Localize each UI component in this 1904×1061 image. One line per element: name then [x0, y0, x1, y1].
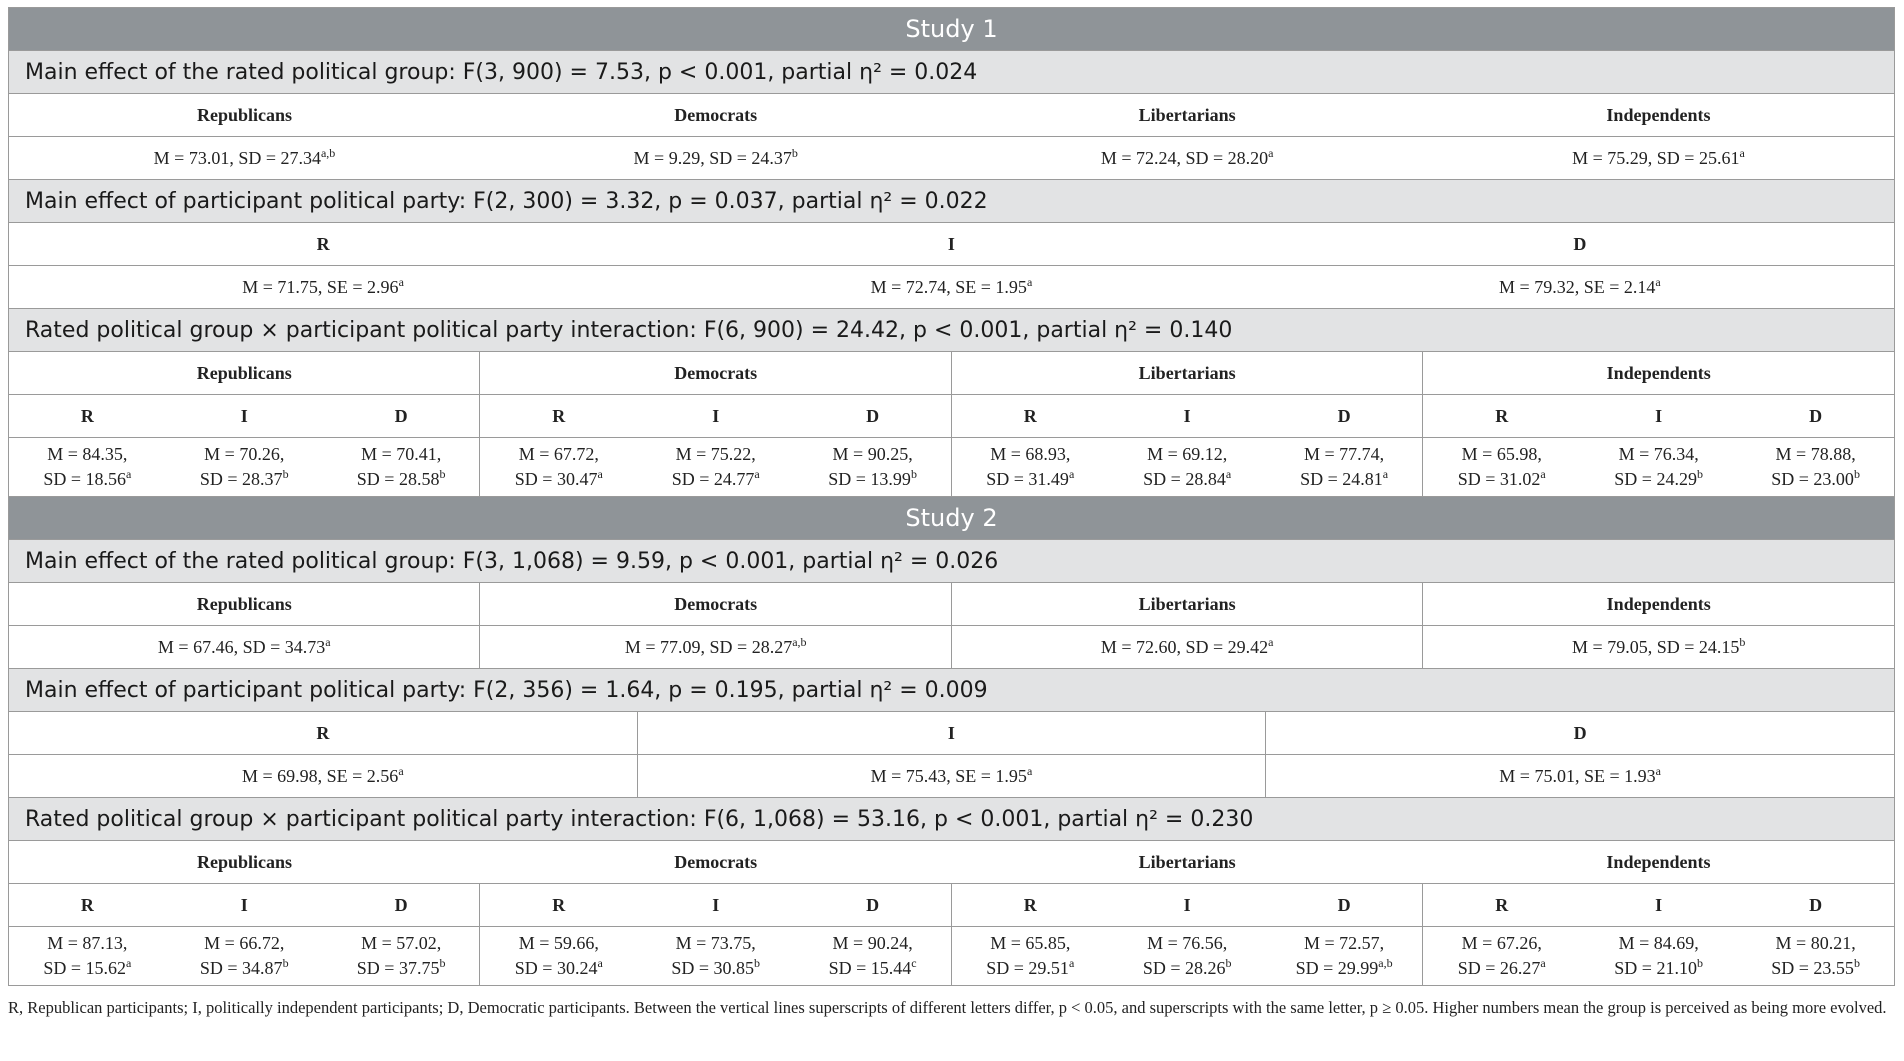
mean-value: M = 90.25,: [832, 444, 913, 464]
sd-value: SD = 28.84$^a$: [1143, 467, 1232, 489]
study1-party-value: M = 72.74, SE = 1.95$^a$: [637, 266, 1266, 309]
sd-value: SD = 31.02$^a$: [1457, 467, 1546, 489]
study2-group-header: Libertarians: [951, 583, 1422, 626]
study2-group-header: Democrats: [480, 583, 951, 626]
study1-interaction-cell: [480, 438, 637, 497]
study1-interaction-subheader: I: [1109, 395, 1266, 438]
results-table: [8, 7, 1895, 986]
sd-value: SD = 21.10$^b$: [1614, 956, 1703, 978]
study2-interaction-subheader: I: [166, 884, 323, 927]
sd-value: SD = 31.49$^a$: [986, 467, 1075, 489]
mean-value: M = 65.85,: [990, 933, 1071, 953]
sd-value: SD = $29.99^{a,b}$: [1295, 956, 1393, 978]
sd-value: SD = 28.26$^b$: [1142, 956, 1232, 978]
study1-interaction-cell: [637, 438, 794, 497]
study1-group-value: M = 9.29, SD = 24.37$^b$: [480, 137, 951, 180]
study1-group-value: M = 73.01, SD = $27.34^{a,b}$: [9, 137, 480, 180]
study1-party-header: D: [1266, 223, 1895, 266]
mean-value: M = 72.57,: [1304, 933, 1385, 953]
study1-group-header: Republicans: [9, 94, 480, 137]
study1-interaction-cell: [951, 438, 1108, 497]
mean-value: M = 66.72,: [204, 933, 285, 953]
sd-value: SD = 13.99$^b$: [828, 467, 917, 489]
study2-interaction-group: Libertarians: [951, 841, 1422, 884]
sd-value: SD = 37.75$^b$: [356, 956, 446, 978]
sd-value: SD = 30.47$^a$: [514, 467, 603, 489]
study1-interaction-subheader: I: [637, 395, 794, 438]
sd-value: SD = 23.00$^b$: [1771, 467, 1860, 489]
sd-value: SD = 28.58$^b$: [356, 467, 446, 489]
study1-group-value: M = 75.29, SD = 25.61$^a$: [1423, 137, 1895, 180]
study2-interaction-subheader: R: [9, 884, 166, 927]
study1-interaction-subheader: D: [1266, 395, 1423, 438]
study1-interaction-group: Republicans: [9, 352, 480, 395]
mean-value: M = 76.34,: [1618, 444, 1699, 464]
study1-interaction-subheader: R: [480, 395, 637, 438]
study1-interaction-cell: [1580, 438, 1737, 497]
study2-group-value: M = 79.05, SD = 24.15$^b$: [1423, 626, 1895, 669]
study2-party-value: M = 75.43, SE = 1.95$^a$: [637, 755, 1266, 798]
study1-interaction-group: Independents: [1423, 352, 1895, 395]
mean-value: M = 67.72,: [518, 444, 599, 464]
study2-interaction-label: Rated political group × participant political party interaction: F(6, 1,068) = 53.16, p < 0.001, partial η² = 0.230: [9, 798, 1895, 841]
study2-interaction-subheader: D: [1266, 884, 1423, 927]
results-table-container: [8, 7, 1895, 1020]
study2-party-value: M = 69.98, SE = 2.56$^a$: [9, 755, 638, 798]
study2-interaction-cell: [794, 927, 951, 986]
study2-interaction-cell: [9, 927, 166, 986]
study2-interaction-cell: [323, 927, 480, 986]
mean-value: M = 77.74,: [1304, 444, 1385, 464]
study1-party-value: M = 79.32, SE = 2.14$^a$: [1266, 266, 1895, 309]
mean-value: M = 68.93,: [990, 444, 1071, 464]
study1-group-header: Independents: [1423, 94, 1895, 137]
sd-value: SD = 18.56$^a$: [43, 467, 132, 489]
study2-interaction-group: Democrats: [480, 841, 951, 884]
sd-value: SD = 24.77$^a$: [671, 467, 760, 489]
study2-group-value: M = 77.09, SD = $28.27^{a,b}$: [480, 626, 951, 669]
study2-interaction-subheader: R: [951, 884, 1108, 927]
study2-interaction-cell: [1109, 927, 1266, 986]
mean-value: M = 70.26,: [204, 444, 285, 464]
study1-interaction-group: Democrats: [480, 352, 951, 395]
mean-value: M = 67.26,: [1461, 933, 1542, 953]
sd-value: SD = 15.62$^a$: [43, 956, 132, 978]
study2-interaction-cell: [1266, 927, 1423, 986]
mean-value: M = 84.35,: [47, 444, 128, 464]
sd-value: SD = 28.37$^b$: [199, 467, 289, 489]
study1-interaction-cell: [1737, 438, 1894, 497]
study2-interaction-subheader: D: [794, 884, 951, 927]
study1-interaction-cell: [323, 438, 480, 497]
sd-value: SD = 34.87$^b$: [199, 956, 289, 978]
study2-interaction-cell: [1580, 927, 1737, 986]
study2-interaction-subheader: R: [1423, 884, 1580, 927]
study1-interaction-cell: [166, 438, 323, 497]
sd-value: SD = 26.27$^a$: [1457, 956, 1546, 978]
study1-interaction-subheader: R: [9, 395, 166, 438]
mean-value: M = 69.12,: [1147, 444, 1228, 464]
study1-interaction-subheader: I: [166, 395, 323, 438]
study2-interaction-group: Independents: [1423, 841, 1895, 884]
sd-value: SD = 15.44$^c$: [828, 956, 917, 978]
study2-party-header: I: [637, 712, 1266, 755]
study1-interaction-subheader: D: [323, 395, 480, 438]
mean-value: M = 80.21,: [1775, 933, 1856, 953]
sd-value: SD = 30.85$^b$: [671, 956, 761, 978]
study2-interaction-cell: [1423, 927, 1580, 986]
study2-main-party-label: Main effect of participant political party: F(2, 356) = 1.64, p = 0.195, partial η² = 0.009: [9, 669, 1895, 712]
study2-party-value: M = 75.01, SE = 1.93$^a$: [1266, 755, 1895, 798]
study1-interaction-subheader: D: [794, 395, 951, 438]
study2-interaction-cell: [166, 927, 323, 986]
study1-main-group-label: Main effect of the rated political group: F(3, 900) = 7.53, p < 0.001, partial η² = 0.024: [9, 51, 1895, 94]
study1-group-value: M = 72.24, SD = 28.20$^a$: [951, 137, 1422, 180]
study2-group-value: M = 72.60, SD = 29.42$^a$: [951, 626, 1422, 669]
study1-interaction-cell: [9, 438, 166, 497]
study1-main-party-label: Main effect of participant political party: F(2, 300) = 3.32, p = 0.037, partial η² = 0.022: [9, 180, 1895, 223]
study2-interaction-cell: [637, 927, 794, 986]
study2-interaction-subheader: D: [323, 884, 480, 927]
mean-value: M = 57.02,: [361, 933, 442, 953]
mean-value: M = 65.98,: [1461, 444, 1542, 464]
study2-interaction-subheader: R: [480, 884, 637, 927]
mean-value: M = 87.13,: [47, 933, 128, 953]
study1-interaction-cell: [1423, 438, 1580, 497]
study2-interaction-cell: [1737, 927, 1894, 986]
study1-interaction-subheader: D: [1737, 395, 1894, 438]
study1-party-value: M = 71.75, SE = 2.96$^a$: [9, 266, 638, 309]
mean-value: M = 90.24,: [832, 933, 913, 953]
sd-value: SD = 29.51$^a$: [986, 956, 1075, 978]
study2-title: Study 2: [9, 497, 1895, 540]
study1-interaction-label: Rated political group × participant political party interaction: F(6, 900) = 24.42, p < 0.001, partial η² = 0.140: [9, 309, 1895, 352]
study2-interaction-subheader: I: [1580, 884, 1737, 927]
study1-interaction-cell: [1266, 438, 1423, 497]
study1-group-header: Libertarians: [951, 94, 1422, 137]
study2-interaction-group: Republicans: [9, 841, 480, 884]
mean-value: M = 70.41,: [361, 444, 442, 464]
study1-party-header: R: [9, 223, 638, 266]
mean-value: M = 73.75,: [675, 933, 756, 953]
study2-interaction-cell: [951, 927, 1108, 986]
mean-value: M = 75.22,: [675, 444, 756, 464]
mean-value: M = 59.66,: [518, 933, 599, 953]
study1-interaction-subheader: R: [951, 395, 1108, 438]
mean-value: M = 78.88,: [1775, 444, 1856, 464]
mean-value: M = 76.56,: [1147, 933, 1228, 953]
study1-interaction-subheader: R: [1423, 395, 1580, 438]
study2-interaction-cell: [480, 927, 637, 986]
study1-interaction-cell: [1109, 438, 1266, 497]
sd-value: SD = 30.24$^a$: [514, 956, 603, 978]
study1-interaction-cell: [794, 438, 951, 497]
mean-value: M = 84.69,: [1618, 933, 1699, 953]
sd-value: SD = 23.55$^b$: [1771, 956, 1860, 978]
study1-interaction-subheader: I: [1580, 395, 1737, 438]
study2-group-header: Republicans: [9, 583, 480, 626]
study2-interaction-subheader: D: [1737, 884, 1894, 927]
table-footnote: R, Republican participants; I, politically independent participants; D, Democratic participants. Between the vertical lines superscripts of different letters differ, p < 0.05, and superscripts with the same letter, p ≥ 0.05. Higher numbers mean the group is perceived as being more evolved.: [8, 998, 1887, 1017]
study2-interaction-subheader: I: [1109, 884, 1266, 927]
study1-title: Study 1: [9, 8, 1895, 51]
sd-value: SD = 24.29$^b$: [1614, 467, 1703, 489]
study1-interaction-group: Libertarians: [951, 352, 1422, 395]
sd-value: SD = 24.81$^a$: [1300, 467, 1389, 489]
study2-group-value: M = 67.46, SD = 34.73$^a$: [9, 626, 480, 669]
study2-group-header: Independents: [1423, 583, 1895, 626]
study2-interaction-subheader: I: [637, 884, 794, 927]
study1-party-header: I: [637, 223, 1266, 266]
study1-group-header: Democrats: [480, 94, 951, 137]
study2-main-group-label: Main effect of the rated political group: F(3, 1,068) = 9.59, p < 0.001, partial η² = 0.026: [9, 540, 1895, 583]
study2-party-header: R: [9, 712, 638, 755]
study2-party-header: D: [1266, 712, 1895, 755]
